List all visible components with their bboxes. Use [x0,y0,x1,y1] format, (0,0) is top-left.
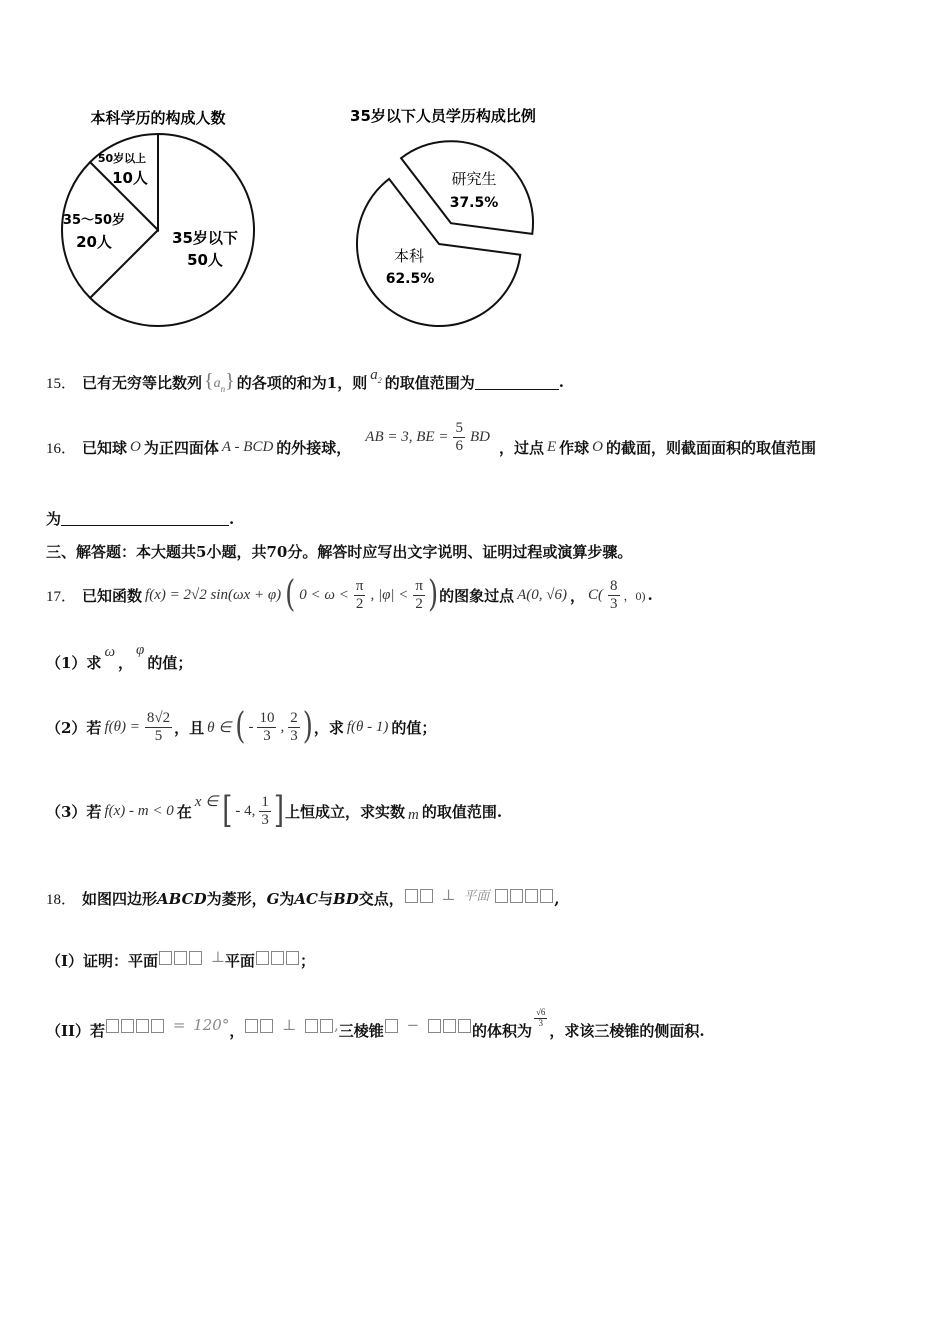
section-3-heading: 三、解答题：本大题共5小题，共70分。解答时应写出文字说明、证明过程或演算步骤。 [46,543,633,561]
q16-text-6: 的截面，则截面面积的取值范围 [606,438,817,457]
q17-c-fraction: $\frac{8}{3}$ [610,578,618,612]
q18-p1-formula-2 [255,948,300,966]
chart2-label-bachelor-name: 本科 [393,247,425,265]
chart1-label-under35-name: 35岁以下 [172,229,238,247]
q16-bd: BD [469,428,490,445]
q18-text-4: 与 [318,890,334,908]
q17-p3-inequality: f(x) - m < 0 [104,802,174,819]
q17-pi-over-2-a: $\frac{\pi}{2}$ [355,578,364,612]
q16-E: E [546,438,557,455]
chart1-title: 本科学历的构成人数 [90,109,226,127]
q17-pi-over-2-b: $\frac{\pi}{2}$ [415,578,423,612]
q17-p2-paren-close: ) [302,706,313,748]
q17-point-A: A(0, √6) [517,586,568,603]
q18-text-3: 为 [279,890,295,908]
q17-p3-bracket-open: [ [222,790,233,832]
q18-text-6: , [554,889,560,908]
q17-part-2 [46,706,437,748]
q17-p3-upper: $\frac{1}{3}$ [261,794,269,828]
chart2-title: 35岁以下人员学历构成比例 [350,107,536,125]
question-18 [46,888,559,909]
chart2-label-bachelor-value: 62.5% [385,271,435,287]
q17-p3-end: 的取值范围. [421,802,503,821]
q18-p2-perp-formula: ⊥ , [244,1016,338,1034]
q15-text-2: 的各项的和为1，则 [236,373,368,392]
q16-answer-blank [61,511,229,526]
q18-p1-formula: ⊥ [158,948,225,966]
q18-p2-text-3: 的体积为 [471,1022,532,1040]
q18-p2-volume: $\frac{√6}{3}$ [535,1007,546,1028]
q18-bd: BD [333,889,359,908]
question-16-line-2 [46,508,234,529]
q18-abcd: ABCD [157,889,207,908]
q16-end: . [229,509,235,528]
q17-p2-g: f(θ - 1) [346,718,389,735]
q15-end: . [558,373,564,391]
q16-line2-text: 为 [46,510,62,528]
q17-number: 17． [46,588,77,605]
q18-p2-text-4: ，求该三棱锥的侧面积. [549,1022,705,1040]
q18-part-2 [46,1007,705,1041]
q18-p1-end: ； [299,952,315,970]
q15-a2: $a_2$ [370,367,382,385]
chart1-label-35to50-value: 20人 [76,233,112,251]
q15-an: $\{a_n\}$ [204,370,235,394]
q18-text-2: 为菱形， [206,890,267,908]
q17-p3-lower: - 4, [235,802,256,819]
q17-p3-label: （3）若 [46,802,102,821]
q17-p2-interval-sep: , [280,718,285,735]
q16-number: 16． [46,440,77,457]
q18-ac: AC [294,889,318,908]
q18-part-1 [46,947,315,971]
q18-p2-angle-formula: = 120° [105,1016,229,1034]
chart1-label-35to50-name: 35～50岁 [62,213,126,228]
q17-p2-text-2: ，求 [313,718,344,737]
q18-p2-text-2: 三棱锥 [338,1022,384,1040]
chart1-label-over50-value: 10人 [112,169,148,187]
q17-p1-omega: ω [104,644,116,660]
q18-missing-formula: ⊥ 平面 [404,885,554,904]
q16-text-3: 的外接球， [276,438,352,457]
q17-p2-fraction: $\frac{8√2}{5}$ [146,710,171,744]
chart2-label-graduate-value: 37.5% [449,195,499,211]
q17-p2-paren-open: ( [235,706,246,748]
q18-g: G [266,889,280,908]
q17-p1-sep: ， [118,654,134,672]
q18-text-1: 如图四边形 [82,890,158,908]
q17-point-C: C( [588,586,604,603]
question-17 [46,574,653,616]
q17-p3-bracket-close: ] [273,790,285,832]
q17-paren-open: ( [285,574,296,616]
q17-text-2: 的图象过点 [439,586,515,605]
q17-p2-f: f(θ) = [104,718,140,735]
q18-text-5: 交点， [358,890,404,908]
q15-text-1: 已有无穷等比数列 [82,373,203,392]
q18-p2-pyramid-formula: − [384,1016,472,1034]
q17-p1-phi: φ [136,642,145,658]
q17-cond-b: , |φ| < [370,586,409,603]
q17-p2-theta: θ ∈ [207,719,232,736]
q16-text-1: 已知球 [82,438,128,457]
chart1-label-under35-value: 50人 [187,251,223,269]
chart2-label-graduate-name: 研究生 [451,170,497,188]
q16-text-5: 作球 [559,438,590,457]
q16-O-2: O [592,438,603,455]
q18-p2-text-1: ， [229,1022,245,1040]
q17-part-1 [46,642,193,673]
chart2-pie [357,141,533,326]
chart1-label-over50-name: 50岁以上 [97,152,147,165]
q17-p2-label: （2）若 [46,718,102,737]
q17-part-3 [46,790,503,832]
q16-text-2: 为正四面体 [143,438,219,457]
q16-fraction: $\frac{5}{6}$ [455,420,463,454]
q18-p1-label: （I）证明：平面 [46,952,159,970]
q17-p3-text-2: 上恒成立，求实数 [285,802,406,821]
q17-p1-end: 的值； [147,654,193,672]
question-15 [46,367,564,394]
q17-p3-m: m [408,806,419,823]
q17-comma: ， [570,586,586,605]
q17-p2-text-1: ，且 [174,718,205,737]
q18-number: 18． [46,892,77,908]
q15-answer-blank [475,375,559,390]
q15-number: 15． [46,375,77,392]
q17-function: f(x) = 2√2 sin(ωx + φ) [145,586,282,603]
q17-paren-close: ) [427,574,439,616]
q17-p3-text-1: 在 [176,802,192,821]
q17-p2-interval-2: $\frac{2}{3}$ [290,710,298,744]
q16-text-4: ，过点 [498,438,544,457]
q16-condition: AB = 3, BE = [365,428,449,445]
question-16 [46,420,817,464]
q17-p2-minus: - [248,718,254,735]
q17-c-rest: ，0) [623,588,646,603]
q17-p2-interval-1: $\frac{10}{3}$ [259,710,275,744]
q17-end: . [647,586,653,604]
q17-p2-end: 的值； [391,718,437,737]
q16-tetrahedron: A - BCD [221,438,274,455]
q17-p3-x: x ∈ [194,793,219,810]
q17-text-1: 已知函数 [82,586,143,605]
q16-O: O [130,438,141,455]
q18-p1-text: 平面 [224,952,255,970]
q18-p2-label: （II）若 [46,1022,106,1040]
pie-charts [0,0,950,340]
q17-cond-a: 0 < ω < [299,586,349,603]
q17-p1-label: （1）求 [46,654,102,672]
q15-text-3: 的取值范围为 [384,373,475,392]
